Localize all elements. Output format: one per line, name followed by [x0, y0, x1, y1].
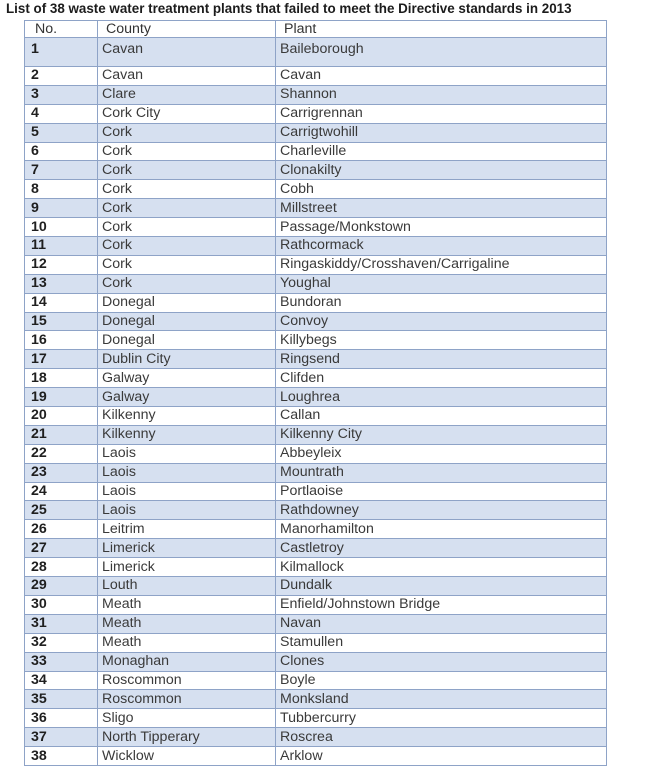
- row-number: 15: [25, 312, 98, 331]
- row-plant: Kilmallock: [276, 558, 607, 577]
- row-plant: Roscrea: [276, 728, 607, 747]
- row-number: 10: [25, 218, 98, 237]
- row-number: 36: [25, 709, 98, 728]
- table-row: [25, 199, 607, 218]
- row-plant: Millstreet: [276, 199, 607, 218]
- row-county: Cork: [98, 180, 276, 199]
- row-county: Leitrim: [98, 520, 276, 539]
- table-row: [25, 104, 607, 123]
- table-row: [25, 255, 607, 274]
- row-number: 13: [25, 274, 98, 293]
- row-county: Laois: [98, 463, 276, 482]
- row-number: 8: [25, 180, 98, 199]
- row-county: Roscommon: [98, 671, 276, 690]
- table-row: [25, 520, 607, 539]
- table-header-row: [25, 21, 607, 38]
- row-plant: Portlaoise: [276, 482, 607, 501]
- row-plant: Cobh: [276, 180, 607, 199]
- table-row: [25, 388, 607, 407]
- row-plant: Loughrea: [276, 388, 607, 407]
- row-number: 24: [25, 482, 98, 501]
- row-number: 7: [25, 161, 98, 180]
- row-number: 19: [25, 388, 98, 407]
- table-row: [25, 595, 607, 614]
- table-row: [25, 444, 607, 463]
- row-number: 32: [25, 633, 98, 652]
- table-row: [25, 407, 607, 426]
- plants-table: [24, 20, 607, 766]
- row-county: North Tipperary: [98, 728, 276, 747]
- row-county: Roscommon: [98, 690, 276, 709]
- table-row: [25, 652, 607, 671]
- row-number: 18: [25, 369, 98, 388]
- table-row: [25, 123, 607, 142]
- row-plant: Clifden: [276, 369, 607, 388]
- row-plant: Rathdowney: [276, 501, 607, 520]
- row-plant: Convoy: [276, 312, 607, 331]
- table-row: [25, 293, 607, 312]
- row-number: 2: [25, 67, 98, 86]
- row-plant: Passage/Monkstown: [276, 218, 607, 237]
- table-row: [25, 85, 607, 104]
- row-county: Monaghan: [98, 652, 276, 671]
- row-county: Cavan: [98, 38, 276, 67]
- row-county: Limerick: [98, 558, 276, 577]
- row-number: 23: [25, 463, 98, 482]
- row-number: 4: [25, 104, 98, 123]
- table-row: [25, 161, 607, 180]
- table-row: [25, 614, 607, 633]
- table-row: [25, 331, 607, 350]
- row-plant: Clonakilty: [276, 161, 607, 180]
- header-plant: Plant: [276, 21, 607, 38]
- row-county: Kilkenny: [98, 425, 276, 444]
- table-row: [25, 690, 607, 709]
- table-row: [25, 218, 607, 237]
- table-row: [25, 747, 607, 766]
- row-plant: Monksland: [276, 690, 607, 709]
- row-county: Laois: [98, 501, 276, 520]
- row-plant: Tubbercurry: [276, 709, 607, 728]
- table-row: [25, 577, 607, 596]
- row-county: Laois: [98, 444, 276, 463]
- table-row: [25, 539, 607, 558]
- table-row: [25, 38, 607, 67]
- row-number: 34: [25, 671, 98, 690]
- row-county: Donegal: [98, 331, 276, 350]
- table-row: [25, 274, 607, 293]
- row-number: 28: [25, 558, 98, 577]
- row-plant: Bundoran: [276, 293, 607, 312]
- row-number: 25: [25, 501, 98, 520]
- row-number: 38: [25, 747, 98, 766]
- row-number: 12: [25, 255, 98, 274]
- row-county: Kilkenny: [98, 407, 276, 426]
- row-plant: Killybegs: [276, 331, 607, 350]
- row-county: Cork: [98, 142, 276, 161]
- row-county: Donegal: [98, 312, 276, 331]
- row-county: Donegal: [98, 293, 276, 312]
- row-county: Cork: [98, 274, 276, 293]
- row-number: 37: [25, 728, 98, 747]
- row-number: 3: [25, 85, 98, 104]
- row-plant: Shannon: [276, 85, 607, 104]
- row-plant: Abbeyleix: [276, 444, 607, 463]
- table-row: [25, 671, 607, 690]
- table-row: [25, 633, 607, 652]
- row-county: Cork: [98, 255, 276, 274]
- row-number: 35: [25, 690, 98, 709]
- row-plant: Mountrath: [276, 463, 607, 482]
- row-county: Cork: [98, 161, 276, 180]
- row-number: 5: [25, 123, 98, 142]
- row-plant: Kilkenny City: [276, 425, 607, 444]
- row-county: Cavan: [98, 67, 276, 86]
- row-plant: Boyle: [276, 671, 607, 690]
- row-county: Cork: [98, 123, 276, 142]
- row-plant: Clones: [276, 652, 607, 671]
- row-number: 27: [25, 539, 98, 558]
- row-number: 14: [25, 293, 98, 312]
- row-county: Galway: [98, 388, 276, 407]
- row-number: 31: [25, 614, 98, 633]
- row-number: 16: [25, 331, 98, 350]
- row-number: 6: [25, 142, 98, 161]
- page-title: List of 38 waste water treatment plants that failed to meet the Directive standards in 2013: [6, 1, 572, 16]
- header-county: County: [98, 21, 276, 38]
- row-county: Cork: [98, 218, 276, 237]
- table-row: [25, 463, 607, 482]
- row-plant: Navan: [276, 614, 607, 633]
- row-county: Cork: [98, 237, 276, 256]
- row-number: 11: [25, 237, 98, 256]
- row-number: 17: [25, 350, 98, 369]
- table-row: [25, 237, 607, 256]
- table-row: [25, 180, 607, 199]
- table-body: [25, 38, 607, 766]
- row-plant: Enfield/Johnstown Bridge: [276, 595, 607, 614]
- table-row: [25, 312, 607, 331]
- table-row: [25, 350, 607, 369]
- row-plant: Charleville: [276, 142, 607, 161]
- row-county: Galway: [98, 369, 276, 388]
- row-county: Louth: [98, 577, 276, 596]
- row-county: Limerick: [98, 539, 276, 558]
- row-county: Meath: [98, 595, 276, 614]
- table-row: [25, 369, 607, 388]
- row-plant: Rathcormack: [276, 237, 607, 256]
- row-number: 1: [25, 38, 98, 67]
- header-no: No.: [25, 21, 98, 38]
- row-number: 22: [25, 444, 98, 463]
- row-number: 33: [25, 652, 98, 671]
- row-plant: Carrigrennan: [276, 104, 607, 123]
- row-plant: Cavan: [276, 67, 607, 86]
- row-plant: Stamullen: [276, 633, 607, 652]
- row-county: Cork City: [98, 104, 276, 123]
- row-county: Wicklow: [98, 747, 276, 766]
- row-number: 9: [25, 199, 98, 218]
- row-number: 30: [25, 595, 98, 614]
- table-row: [25, 67, 607, 86]
- row-county: Dublin City: [98, 350, 276, 369]
- table-row: [25, 728, 607, 747]
- row-county: Clare: [98, 85, 276, 104]
- table-row: [25, 558, 607, 577]
- row-number: 26: [25, 520, 98, 539]
- table-row: [25, 482, 607, 501]
- row-number: 20: [25, 407, 98, 426]
- table-row: [25, 709, 607, 728]
- row-plant: Manorhamilton: [276, 520, 607, 539]
- row-county: Meath: [98, 633, 276, 652]
- row-plant: Youghal: [276, 274, 607, 293]
- row-county: Laois: [98, 482, 276, 501]
- row-plant: Callan: [276, 407, 607, 426]
- row-number: 21: [25, 425, 98, 444]
- table-row: [25, 142, 607, 161]
- row-plant: Dundalk: [276, 577, 607, 596]
- row-plant: Baileborough: [276, 38, 607, 67]
- row-plant: Castletroy: [276, 539, 607, 558]
- row-plant: Arklow: [276, 747, 607, 766]
- row-county: Sligo: [98, 709, 276, 728]
- row-plant: Ringaskiddy/Crosshaven/Carrigaline: [276, 255, 607, 274]
- row-number: 29: [25, 577, 98, 596]
- row-plant: Carrigtwohill: [276, 123, 607, 142]
- table-row: [25, 425, 607, 444]
- row-county: Meath: [98, 614, 276, 633]
- table-row: [25, 501, 607, 520]
- row-plant: Ringsend: [276, 350, 607, 369]
- row-county: Cork: [98, 199, 276, 218]
